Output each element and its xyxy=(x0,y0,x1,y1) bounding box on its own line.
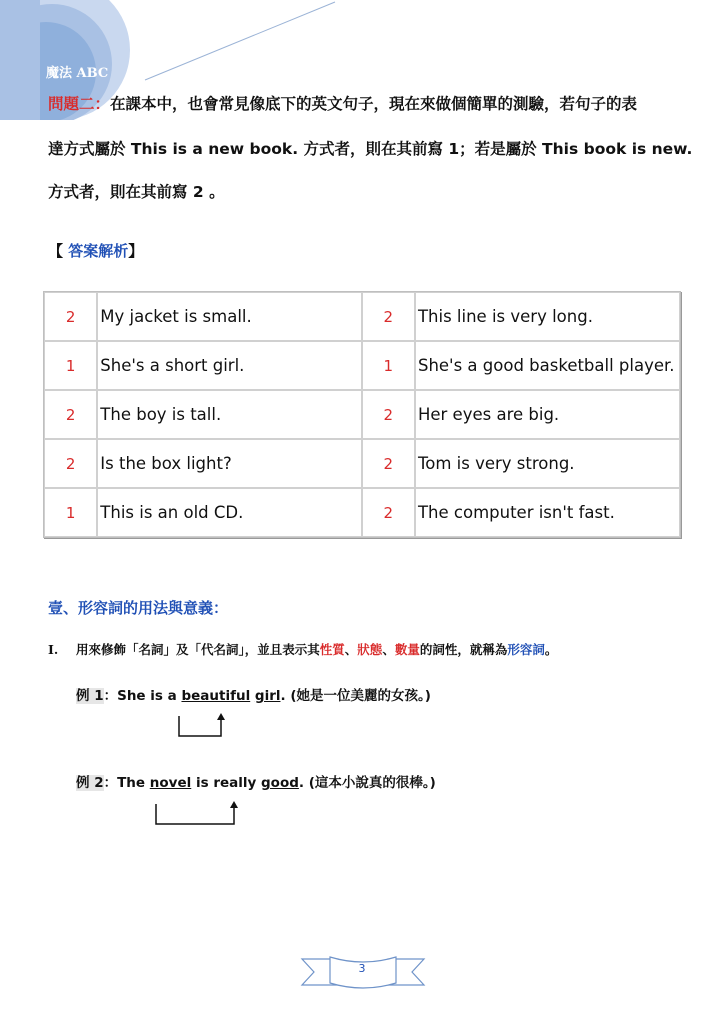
example-adjective: beautiful xyxy=(181,688,251,704)
answer-sentence: She's a short girl. xyxy=(97,341,361,390)
modifier-arrow-icon xyxy=(152,800,242,828)
table-row xyxy=(44,341,680,390)
answer-number: 1 xyxy=(44,488,97,537)
answer-number: 2 xyxy=(362,390,415,439)
example-tag: 例 2 xyxy=(76,775,104,791)
answer-number: 2 xyxy=(362,488,415,537)
answer-number: 1 xyxy=(362,341,415,390)
answer-sentence: This is an old CD. xyxy=(97,488,361,537)
brand-label: 魔法 ABC xyxy=(46,66,109,81)
answer-table xyxy=(43,291,681,538)
answer-section-title: 【 答案解析】 xyxy=(48,242,144,260)
answer-number: 2 xyxy=(362,292,415,341)
table-row xyxy=(44,439,680,488)
answer-sentence: The boy is tall. xyxy=(97,390,361,439)
example-noun: novel xyxy=(149,775,192,791)
table-row xyxy=(44,292,680,341)
page-number: 3 xyxy=(358,962,366,975)
answer-sentence: My jacket is small. xyxy=(97,292,361,341)
answer-sentence: Tom is very strong. xyxy=(415,439,680,488)
section-heading: 壹、形容詞的用法與意義： xyxy=(48,599,229,617)
answer-number: 2 xyxy=(44,390,97,439)
modifier-arrow-icon xyxy=(175,712,227,740)
example-adjective: good xyxy=(261,775,299,791)
answer-number: 1 xyxy=(44,341,97,390)
table-row xyxy=(44,390,680,439)
answer-sentence: Her eyes are big. xyxy=(415,390,680,439)
question-label: 問題二： xyxy=(48,95,111,113)
question-line-1: 問題二：在課本中，也會常見像底下的英文句子，現在來做個簡單的測驗，若句子的表 xyxy=(48,95,638,113)
example-noun: girl xyxy=(254,688,281,704)
answer-number: 2 xyxy=(362,439,415,488)
answer-number: 2 xyxy=(44,439,97,488)
answer-sentence: The computer isn't fast. xyxy=(415,488,680,537)
example-1: 例 1：She is a beautiful girl. (她是一位美麗的女孩。) xyxy=(76,688,431,704)
answer-sentence: Is the box light? xyxy=(97,439,361,488)
definition-item: I. 用來修飾「名詞」及「代名詞」，並且表示其性質、狀態、數量的詞性，就稱為形容詞。 xyxy=(48,642,558,657)
question-line-3: 方式者，則在其前寫 2 。 xyxy=(48,183,225,201)
table-row xyxy=(44,488,680,537)
answer-sentence: This line is very long. xyxy=(415,292,680,341)
example-tag: 例 1 xyxy=(76,688,104,704)
answer-sentence: She's a good basketball player. xyxy=(415,341,680,390)
answer-number: 2 xyxy=(44,292,97,341)
item-numeral: I. xyxy=(48,642,59,657)
example-2: 例 2：The novel is really good. (這本小說真的很棒。) xyxy=(76,775,436,791)
question-line-2: 達方式屬於 This is a new book. 方式者，則在其前寫 1；若是屬於 This book is new. xyxy=(48,140,693,158)
